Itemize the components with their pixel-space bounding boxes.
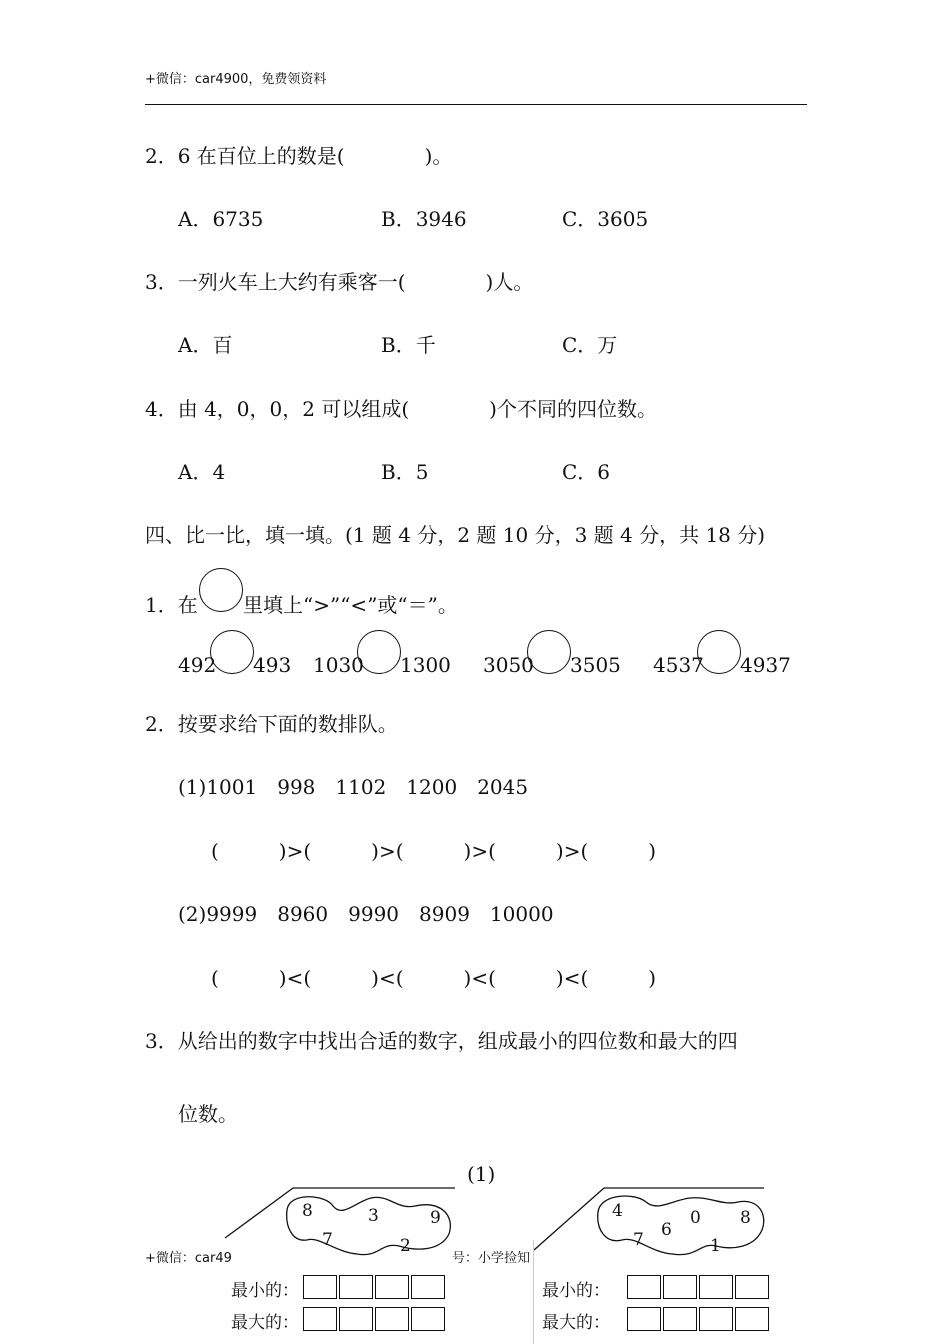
question-4-option-c: C．6	[562, 460, 611, 484]
digit-cloud-figure-left	[215, 1180, 465, 1270]
answer-box[interactable]	[303, 1307, 337, 1331]
s4-q3-figure-label: (1)	[467, 1162, 496, 1186]
s4-q3-stem-line2: 位数。	[178, 1102, 238, 1126]
s4-q3-stem-line1: 3．从给出的数字中找出合适的数字，组成最小的四位数和最大的四	[145, 1029, 738, 1053]
answer-box[interactable]	[699, 1275, 733, 1299]
question-3-option-b: B．千	[381, 333, 436, 357]
s4-q2-part2-numbers: (2)9999 8960 9990 8909 10000	[178, 902, 554, 926]
right-digit-4: 8	[740, 1208, 751, 1228]
answer-box[interactable]	[411, 1275, 445, 1299]
answer-box[interactable]	[375, 1275, 409, 1299]
left-max-label: 最大的：	[231, 1313, 299, 1333]
right-digit-5: 7	[633, 1230, 644, 1250]
s4-q1-suffix: 里填上“>”“<”或“＝”。	[243, 593, 458, 617]
answer-box[interactable]	[627, 1275, 661, 1299]
question-4-stem: 4．由 4，0，0，2 可以组成( )个不同的四位数。	[145, 397, 657, 421]
left-digit-2: 3	[368, 1206, 379, 1226]
question-3-stem: 3．一列火车上大约有乘客一( )人。	[145, 270, 534, 294]
question-4-option-b: B．5	[381, 460, 429, 484]
header-rule	[145, 104, 807, 105]
question-2-option-c: C．3605	[562, 207, 649, 231]
answer-box[interactable]	[663, 1275, 697, 1299]
compare-right-3: 3505	[570, 653, 621, 677]
answer-box[interactable]	[375, 1307, 409, 1331]
answer-box[interactable]	[663, 1307, 697, 1331]
left-min-boxes[interactable]	[303, 1275, 447, 1299]
left-digit-4: 7	[322, 1230, 333, 1250]
footer-partial-left: +微信：car49	[145, 1247, 234, 1266]
answer-box[interactable]	[627, 1307, 661, 1331]
question-4-option-a: A．4	[178, 460, 226, 484]
question-2-option-a: A．6735	[178, 207, 264, 231]
compare-right-1: 493	[253, 653, 292, 677]
question-2-stem: 2．6 在百位上的数是( )。	[145, 144, 453, 168]
s4-q2-part1-blanks[interactable]: ( )>( )>( )>( )>( )	[211, 839, 657, 863]
right-max-label: 最大的：	[542, 1313, 610, 1333]
header-text: +微信：car4900，免费领资料	[145, 72, 327, 87]
answer-box[interactable]	[339, 1307, 373, 1331]
question-2-option-b: B．3946	[381, 207, 467, 231]
compare-left-2: 1030	[313, 653, 364, 677]
compare-circle-4[interactable]	[697, 630, 741, 674]
right-digit-6: 1	[710, 1236, 721, 1256]
answer-box[interactable]	[339, 1275, 373, 1299]
question-3-option-c: C．万	[562, 333, 618, 357]
right-digit-3: 0	[690, 1208, 701, 1228]
answer-box[interactable]	[735, 1275, 769, 1299]
compare-left-1: 492	[178, 653, 217, 677]
right-max-boxes[interactable]	[627, 1307, 771, 1331]
compare-circle-example	[199, 568, 243, 612]
left-min-label: 最小的：	[231, 1281, 299, 1301]
compare-left-3: 3050	[483, 653, 534, 677]
right-digit-1: 4	[612, 1201, 623, 1221]
s4-q1-prefix: 1．在	[145, 593, 198, 617]
left-digit-3: 9	[430, 1208, 441, 1228]
right-min-label: 最小的：	[542, 1281, 610, 1301]
right-min-boxes[interactable]	[627, 1275, 771, 1299]
compare-right-2: 1300	[400, 653, 451, 677]
answer-box[interactable]	[303, 1275, 337, 1299]
compare-left-4: 4537	[653, 653, 704, 677]
question-3-option-a: A．百	[178, 333, 233, 357]
compare-circle-2[interactable]	[357, 630, 401, 674]
compare-right-4: 4937	[740, 653, 791, 677]
digit-cloud-figure-right	[532, 1180, 772, 1270]
s4-q2-part2-blanks[interactable]: ( )<( )<( )<( )<( )	[211, 966, 657, 990]
answer-box[interactable]	[699, 1307, 733, 1331]
page-edge-line	[533, 1240, 534, 1344]
s4-q2-stem: 2．按要求给下面的数排队。	[145, 712, 398, 736]
answer-box[interactable]	[411, 1307, 445, 1331]
right-digit-2: 6	[661, 1220, 672, 1240]
left-digit-5: 2	[400, 1236, 411, 1256]
compare-circle-1[interactable]	[210, 630, 254, 674]
left-max-boxes[interactable]	[303, 1307, 447, 1331]
s4-q2-part1-numbers: (1)1001 998 1102 1200 2045	[178, 775, 529, 799]
answer-box[interactable]	[735, 1307, 769, 1331]
compare-circle-3[interactable]	[527, 630, 571, 674]
left-digit-1: 8	[302, 1201, 313, 1221]
footer-partial-right: 号：小学捡知	[452, 1247, 534, 1266]
section-4-title: 四、比一比，填一填。(1 题 4 分，2 题 10 分，3 题 4 分，共 18 分)	[145, 523, 766, 547]
